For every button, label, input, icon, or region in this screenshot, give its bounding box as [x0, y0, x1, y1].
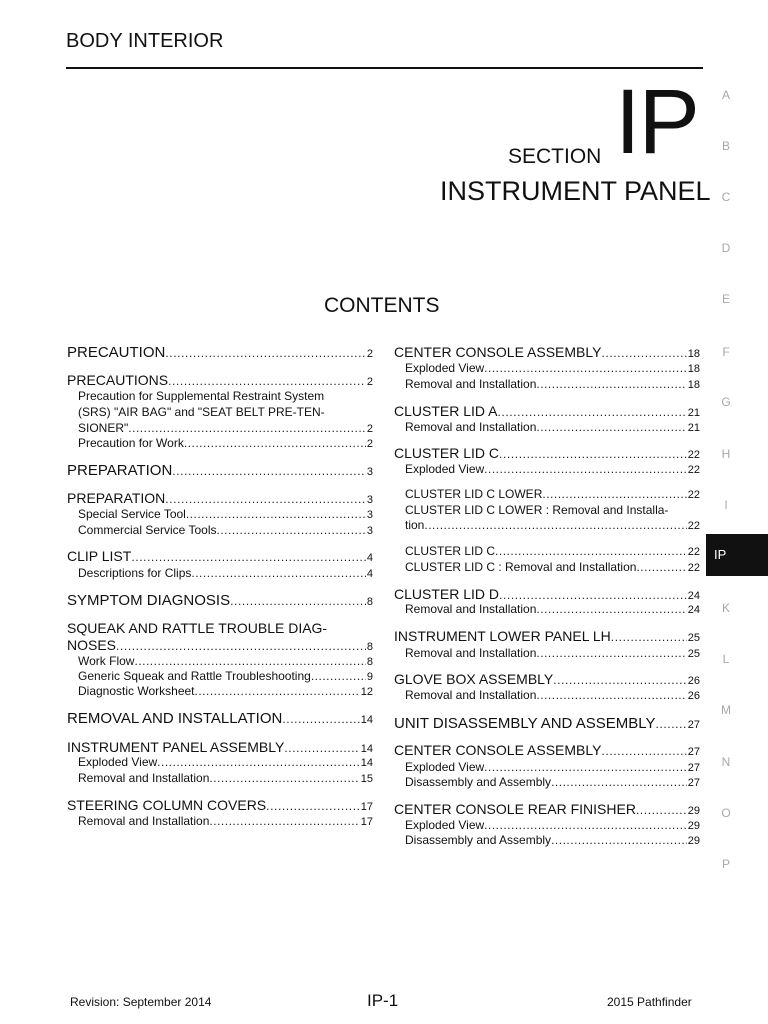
toc-subentry[interactable]	[78, 421, 373, 435]
toc-entry[interactable]	[394, 586, 700, 602]
toc-page-number: 12	[360, 686, 373, 698]
toc-entry-text: GLOVE BOX ASSEMBLY	[394, 671, 554, 687]
toc-entry[interactable]	[394, 801, 700, 817]
toc-page-number: 21	[687, 407, 700, 419]
toc-subentry[interactable]	[405, 518, 700, 532]
section-code: IP	[615, 71, 698, 173]
toc-leader-dots	[484, 818, 687, 832]
toc-page-number: 17	[360, 816, 373, 828]
toc-entry[interactable]	[67, 372, 373, 388]
toc-entry-text: Commercial Service Tools	[78, 523, 217, 537]
toc-leader-dots	[484, 760, 687, 774]
toc-subentry	[78, 405, 373, 419]
toc-leader-dots	[536, 688, 686, 702]
toc-entry[interactable]	[67, 637, 373, 653]
toc-leader-dots	[230, 594, 366, 608]
toc-entry-text: Exploded View	[405, 760, 485, 774]
toc-entry-text: CLUSTER LID C LOWER : Removal and Installa-	[405, 503, 669, 517]
toc-entry-text: Removal and Installation	[78, 814, 210, 828]
toc-entry-text: UNIT DISASSEMBLY AND ASSEMBLY	[394, 715, 656, 732]
toc-page-number: 22	[687, 489, 700, 501]
toc-page-number: 26	[687, 675, 700, 687]
section-tab-d[interactable]: D	[721, 241, 731, 255]
toc-leader-dots	[495, 544, 687, 558]
toc-leader-dots	[184, 436, 366, 450]
toc-entry[interactable]	[67, 462, 373, 479]
toc-entry-text: PREPARATION	[67, 490, 166, 506]
toc-leader-dots	[282, 712, 359, 726]
toc-leader-dots	[128, 421, 366, 435]
toc-leader-dots	[484, 361, 687, 375]
toc-leader-dots	[266, 799, 360, 813]
toc-page-number: 14	[360, 743, 373, 755]
toc-entry-text: CLIP LIST	[67, 548, 132, 564]
toc-page-number: 18	[687, 348, 700, 360]
toc-subentry[interactable]	[78, 523, 373, 537]
footer-revision: Revision: September 2014	[70, 995, 212, 1009]
toc-page-number: 3	[366, 509, 373, 521]
toc-subentry[interactable]	[78, 507, 373, 521]
toc-page-number: 22	[687, 520, 700, 532]
toc-leader-dots	[165, 492, 366, 506]
toc-page-number: 22	[687, 546, 700, 558]
toc-subentry[interactable]	[78, 436, 373, 450]
section-word: SECTION	[508, 145, 602, 168]
toc-subentry[interactable]	[78, 814, 373, 828]
toc-leader-dots	[209, 814, 359, 828]
toc-entry-text: Exploded View	[405, 462, 485, 476]
toc-entry[interactable]	[394, 344, 700, 360]
section-tab-h[interactable]: H	[721, 447, 731, 461]
toc-subentry[interactable]	[78, 654, 373, 668]
toc-entry-text: Disassembly and Assembly	[405, 833, 552, 847]
toc-subentry[interactable]	[405, 833, 700, 847]
toc-page-number: 4	[366, 568, 373, 580]
toc-subentry[interactable]	[78, 669, 373, 683]
toc-subentry[interactable]	[405, 818, 700, 832]
toc-page-number: 8	[366, 641, 373, 653]
toc-entry-text: CLUSTER LID C LOWER	[405, 487, 543, 501]
section-tab-a[interactable]: A	[721, 88, 730, 102]
toc-leader-dots	[536, 602, 686, 616]
toc-leader-dots	[172, 464, 366, 478]
section-tab-l[interactable]: L	[722, 652, 730, 666]
section-tab-o[interactable]: O	[721, 806, 731, 820]
toc-entry-text: tion	[405, 518, 425, 532]
toc-leader-dots	[536, 420, 686, 434]
toc-subentry[interactable]	[405, 646, 700, 660]
section-tab-b[interactable]: B	[721, 139, 730, 153]
toc-entry-text: Removal and Installation	[78, 771, 210, 785]
toc-entry-text: INSTRUMENT LOWER PANEL LH	[394, 628, 611, 644]
toc-leader-dots	[284, 741, 359, 755]
toc-page-number: 14	[360, 757, 373, 769]
section-tab-k[interactable]: K	[721, 601, 730, 615]
toc-entry[interactable]	[394, 671, 700, 687]
section-tab-c[interactable]: C	[721, 190, 731, 204]
toc-page-number: 2	[366, 423, 373, 435]
toc-leader-dots	[157, 755, 360, 769]
toc-entry-text: CENTER CONSOLE ASSEMBLY	[394, 742, 602, 758]
toc-page-number: 9	[366, 671, 373, 683]
toc-leader-dots	[131, 550, 366, 564]
manual-header-title: BODY INTERIOR	[66, 30, 224, 52]
toc-subentry	[405, 503, 700, 517]
toc-entry-text: NOSES	[67, 637, 117, 653]
toc-page-number: 25	[687, 632, 700, 644]
toc-entry[interactable]	[394, 445, 700, 461]
toc-leader-dots	[191, 566, 366, 580]
toc-entry-text: Diagnostic Worksheet	[78, 684, 195, 698]
section-tab-g[interactable]: G	[721, 395, 731, 409]
toc-subentry[interactable]	[405, 361, 700, 375]
toc-entry-text: CLUSTER LID D	[394, 586, 500, 602]
footer-model: 2015 Pathfinder	[607, 995, 692, 1009]
toc-entry-text: INSTRUMENT PANEL ASSEMBLY	[67, 739, 285, 755]
toc-subentry[interactable]	[405, 688, 700, 702]
toc-entry[interactable]	[67, 797, 373, 813]
toc-leader-dots	[165, 346, 366, 360]
toc-page-number: 17	[360, 801, 373, 813]
toc-entry[interactable]	[394, 628, 700, 644]
toc-page-number: 26	[687, 690, 700, 702]
toc-subentry[interactable]	[78, 755, 373, 769]
toc-leader-dots	[636, 803, 687, 817]
toc-entry-text: CLUSTER LID A	[394, 403, 498, 419]
toc-subentry[interactable]	[78, 566, 373, 580]
toc-entry-text: PREPARATION	[67, 462, 173, 479]
toc-page-number: 4	[366, 552, 373, 564]
toc-page-number: 2	[366, 348, 373, 360]
toc-page-number: 18	[687, 363, 700, 375]
toc-entry-text: Generic Squeak and Rattle Troubleshooting	[78, 669, 311, 683]
toc-page-number: 8	[366, 596, 373, 608]
toc-leader-dots	[195, 684, 360, 698]
section-tab-ip[interactable]: IP	[706, 534, 768, 576]
toc-page-number: 22	[687, 449, 700, 461]
toc-leader-dots	[168, 374, 366, 388]
toc-entry-text: (SRS) "AIR BAG" and "SEAT BELT PRE-TEN-	[78, 405, 325, 419]
toc-entry-text: SYMPTOM DIAGNOSIS	[67, 592, 231, 609]
toc-page-number: 27	[687, 777, 700, 789]
toc-subentry[interactable]	[78, 684, 373, 698]
toc-entry[interactable]	[394, 403, 700, 419]
toc-entry-text: Removal and Installation	[405, 377, 537, 391]
toc-page-number: 27	[687, 762, 700, 774]
toc-page-number: 15	[360, 773, 373, 785]
toc-subentry[interactable]	[405, 487, 700, 501]
toc-subentry[interactable]	[405, 420, 700, 434]
toc-leader-dots	[551, 775, 687, 789]
toc-entry-text: REMOVAL AND INSTALLATION	[67, 710, 283, 727]
section-tab-m[interactable]: M	[721, 703, 731, 717]
toc-subentry[interactable]	[405, 602, 700, 616]
toc-subentry[interactable]	[405, 560, 700, 574]
toc-entry-text: CLUSTER LID C	[405, 544, 496, 558]
toc-entry[interactable]	[67, 739, 373, 755]
toc-page-number: 24	[687, 604, 700, 616]
toc-entry-text: Exploded View	[405, 818, 485, 832]
toc-leader-dots	[655, 717, 686, 731]
toc-leader-dots	[116, 639, 366, 653]
toc-page-number: 22	[687, 562, 700, 574]
toc-entry[interactable]	[67, 548, 373, 564]
toc-entry-text: Removal and Installation	[405, 420, 537, 434]
contents-title: CONTENTS	[324, 294, 440, 317]
toc-leader-dots	[536, 646, 686, 660]
toc-page-number: 21	[687, 422, 700, 434]
toc-leader-dots	[611, 630, 687, 644]
toc-leader-dots	[551, 833, 687, 847]
section-tab-i[interactable]: I	[724, 498, 728, 512]
toc-leader-dots	[553, 673, 687, 687]
toc-leader-dots	[311, 669, 366, 683]
toc-entry-text: Disassembly and Assembly	[405, 775, 552, 789]
section-tab-f[interactable]: F	[722, 345, 730, 359]
toc-page-number: 29	[687, 835, 700, 847]
toc-entry-text: SIONER"	[78, 421, 129, 435]
toc-page-number: 3	[366, 525, 373, 537]
toc-subentry[interactable]	[405, 462, 700, 476]
toc-entry-text: Exploded View	[78, 755, 158, 769]
toc-entry-text: SQUEAK AND RATTLE TROUBLE DIAG-	[67, 620, 328, 636]
toc-page-number: 29	[687, 805, 700, 817]
toc-page-number: 29	[687, 820, 700, 832]
toc-entry-text: PRECAUTIONS	[67, 372, 169, 388]
toc-page-number: 27	[687, 746, 700, 758]
toc-leader-dots	[134, 654, 365, 668]
toc-entry-text: CLUSTER LID C : Removal and Installation	[405, 560, 637, 574]
toc-entry-text: PRECAUTION	[67, 344, 166, 361]
toc-page-number: 2	[366, 376, 373, 388]
toc-subentry[interactable]	[405, 377, 700, 391]
toc-entry[interactable]	[394, 715, 700, 732]
toc-leader-dots	[484, 462, 687, 476]
toc-entry[interactable]	[67, 592, 373, 609]
toc-page-number: 2	[366, 438, 373, 450]
toc-entry[interactable]	[394, 742, 700, 758]
toc-entry-text: Exploded View	[405, 361, 485, 375]
toc-page-number: 18	[687, 379, 700, 391]
toc-entry-text: Precaution for Work	[78, 436, 184, 450]
toc-page-number: 14	[360, 714, 373, 726]
toc-entry-text: CENTER CONSOLE ASSEMBLY	[394, 344, 602, 360]
toc-leader-dots	[542, 487, 686, 501]
section-tab-p[interactable]: P	[721, 857, 730, 871]
toc-leader-dots	[499, 447, 687, 461]
toc-entry[interactable]	[67, 490, 373, 506]
toc-leader-dots	[217, 523, 366, 537]
section-tab-n[interactable]: N	[721, 755, 731, 769]
section-tab-strip	[706, 0, 768, 1024]
toc-leader-dots	[424, 518, 686, 532]
section-tab-e[interactable]: E	[721, 292, 730, 306]
toc-leader-dots	[601, 346, 686, 360]
toc-page-number: 8	[366, 656, 373, 668]
toc-leader-dots	[209, 771, 359, 785]
toc-leader-dots	[536, 377, 686, 391]
toc-entry[interactable]	[67, 710, 373, 727]
toc-page-number: 3	[366, 466, 373, 478]
toc-entry	[67, 620, 373, 636]
section-name: INSTRUMENT PANEL	[440, 176, 711, 206]
toc-leader-dots	[499, 588, 687, 602]
toc-leader-dots	[186, 507, 366, 521]
toc-entry-text: Removal and Installation	[405, 688, 537, 702]
toc-entry-text: Special Service Tool	[78, 507, 186, 521]
toc-subentry[interactable]	[78, 771, 373, 785]
toc-subentry[interactable]	[405, 775, 700, 789]
toc-leader-dots	[497, 405, 686, 419]
toc-page-number: 27	[687, 719, 700, 731]
footer-page-number: IP-1	[367, 991, 399, 1010]
toc-page-number: 3	[366, 494, 373, 506]
toc-leader-dots	[601, 744, 686, 758]
toc-entry-text: Precaution for Supplemental Restraint System	[78, 389, 325, 403]
toc-subentry[interactable]	[405, 760, 700, 774]
toc-subentry[interactable]	[405, 544, 700, 558]
toc-entry-text: STEERING COLUMN COVERS	[67, 797, 267, 813]
toc-entry-text: Descriptions for Clips	[78, 566, 192, 580]
toc-entry-text: Removal and Installation	[405, 646, 537, 660]
toc-entry[interactable]	[67, 344, 373, 361]
header-divider	[66, 67, 703, 69]
toc-entry-text: CLUSTER LID C	[394, 445, 500, 461]
toc-page-number: 25	[687, 648, 700, 660]
toc-leader-dots	[636, 560, 686, 574]
toc-subentry	[78, 389, 373, 403]
toc-page-number: 24	[687, 590, 700, 602]
toc-page-number: 22	[687, 464, 700, 476]
toc-entry-text: Work Flow	[78, 654, 135, 668]
toc-entry-text: CENTER CONSOLE REAR FINISHER	[394, 801, 636, 817]
toc-entry-text: Removal and Installation	[405, 602, 537, 616]
